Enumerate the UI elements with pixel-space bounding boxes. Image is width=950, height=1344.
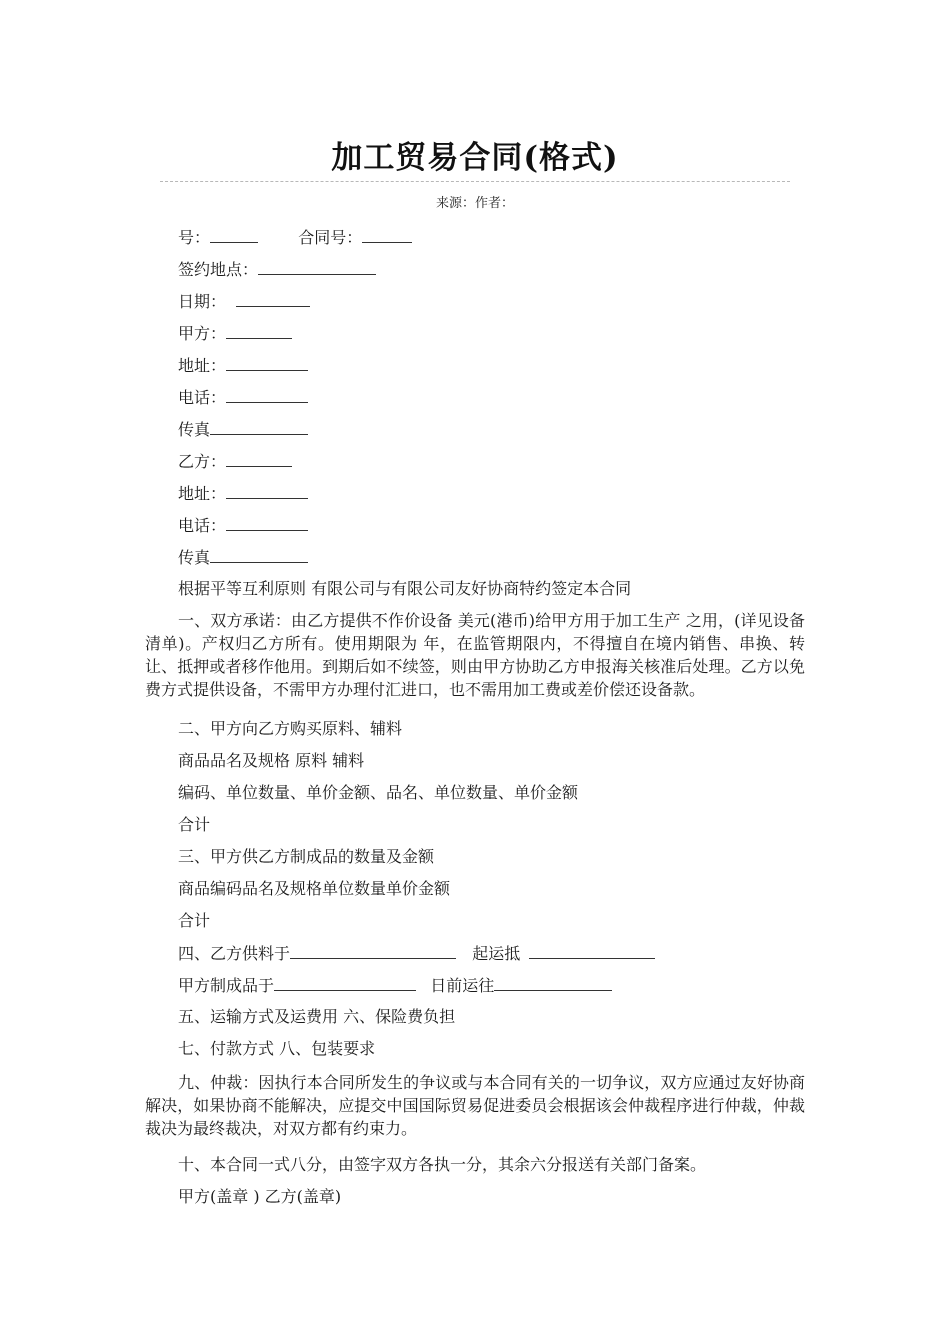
source-author-line: 来源：作者： xyxy=(435,196,514,211)
party-a-label: 甲方： xyxy=(178,324,227,343)
party-a-phone-blank xyxy=(226,387,308,403)
clause-4-ship-label: 日前运往 xyxy=(430,976,495,995)
party-a-fax-label: 传真 xyxy=(178,420,211,439)
party-b-label: 乙方： xyxy=(178,452,227,471)
sign-place-label: 签约地点： xyxy=(178,260,259,279)
date-blank xyxy=(236,291,310,307)
clause-10: 十、本合同一式八分，由签字双方各执一分，其余六分报送有关部门备案。 xyxy=(178,1155,707,1174)
clause-4-supply-blank xyxy=(290,943,456,959)
clause-4-ship-blank xyxy=(494,975,612,991)
party-a-row xyxy=(178,323,292,344)
contract-number-label: 合同号： xyxy=(298,228,363,247)
total-1: 合计 xyxy=(178,815,211,834)
clause-4-row-2 xyxy=(178,975,612,996)
contract-number-blank xyxy=(362,227,412,243)
party-a-fax-row xyxy=(178,419,308,440)
party-b-fax-row xyxy=(178,547,308,568)
number-row xyxy=(178,227,412,248)
clause-4-arrive-blank xyxy=(529,943,655,959)
clause-9: 九、仲裁：因执行本合同所发生的争议或与本合同有关的一切争议，双方应通过友好协商解决，如果协商不能解决，应提交中国国际贸易促进委员会根据该会仲裁程序进行仲裁，仲裁裁决为最终裁决，对双方都有约束力。 xyxy=(145,1073,805,1138)
party-b-fax-blank xyxy=(210,547,308,563)
title-divider xyxy=(160,181,790,182)
clause-4-supply-label: 四、乙方供料于 xyxy=(178,944,291,963)
party-b-fax-label: 传真 xyxy=(178,548,211,567)
party-a-blank xyxy=(226,323,292,339)
clause-4-product-label: 甲方制成品于 xyxy=(178,976,275,995)
clause-4-row-1 xyxy=(178,943,655,964)
date-label: 日期： xyxy=(178,292,227,311)
party-b-row xyxy=(178,451,292,472)
party-a-address-label: 地址： xyxy=(178,356,227,375)
sign-place-blank xyxy=(258,259,376,275)
number-blank xyxy=(210,227,258,243)
number-label: 号： xyxy=(178,228,211,247)
clause-7-8: 七、付款方式 八、包装要求 xyxy=(178,1039,376,1058)
party-b-address-label: 地址： xyxy=(178,484,227,503)
clause-4-product-blank xyxy=(274,975,416,991)
party-b-blank xyxy=(226,451,292,467)
signatures: 甲方(盖章 ) 乙方(盖章) xyxy=(178,1187,342,1206)
party-a-address-blank xyxy=(226,355,308,371)
clause-2: 二、甲方向乙方购买原料、辅料 xyxy=(178,719,403,738)
date-row xyxy=(178,291,310,312)
clause-3-row-1: 商品编码品名及规格单位数量单价金额 xyxy=(178,879,451,898)
total-2: 合计 xyxy=(178,911,211,930)
clause-2-row-1: 商品品名及规格 原料 辅料 xyxy=(178,751,365,770)
party-b-address-row xyxy=(178,483,308,504)
party-b-phone-blank xyxy=(226,515,308,531)
clause-4-arrive-label: 起运抵 xyxy=(472,944,521,963)
clause-1: 一、双方承诺：由乙方提供不作价设备 美元(港币)给甲方用于加工生产 之用，(详见设备清单)。产权归乙方所有。使用期限为 年，在监管期限内，不得擅自在境内销售、串换、转让、抵押或者移作他用。到期后如不续签，则由甲方协助乙方申报海关核准后处理。乙方以免费方式提供设备，不需甲方办理付汇进口，也不需用加工费或差价偿还设备款。 xyxy=(145,611,805,699)
preamble: 根据平等互利原则 有限公司与有限公司友好协商特约签定本合同 xyxy=(178,579,632,598)
party-b-phone-label: 电话： xyxy=(178,516,227,535)
party-a-address-row xyxy=(178,355,308,376)
sign-place-row xyxy=(178,259,376,280)
clause-2-row-2: 编码、单位数量、单价金额、品名、单位数量、单价金额 xyxy=(178,783,579,802)
party-a-phone-row xyxy=(178,387,308,408)
clause-5-6: 五、运输方式及运费用 六、保险费负担 xyxy=(178,1007,456,1026)
party-b-phone-row xyxy=(178,515,308,536)
party-b-address-blank xyxy=(226,483,308,499)
party-a-phone-label: 电话： xyxy=(178,388,227,407)
document-title: 加工贸易合同(格式) xyxy=(331,140,619,176)
clause-3: 三、甲方供乙方制成品的数量及金额 xyxy=(178,847,435,866)
party-a-fax-blank xyxy=(210,419,308,435)
